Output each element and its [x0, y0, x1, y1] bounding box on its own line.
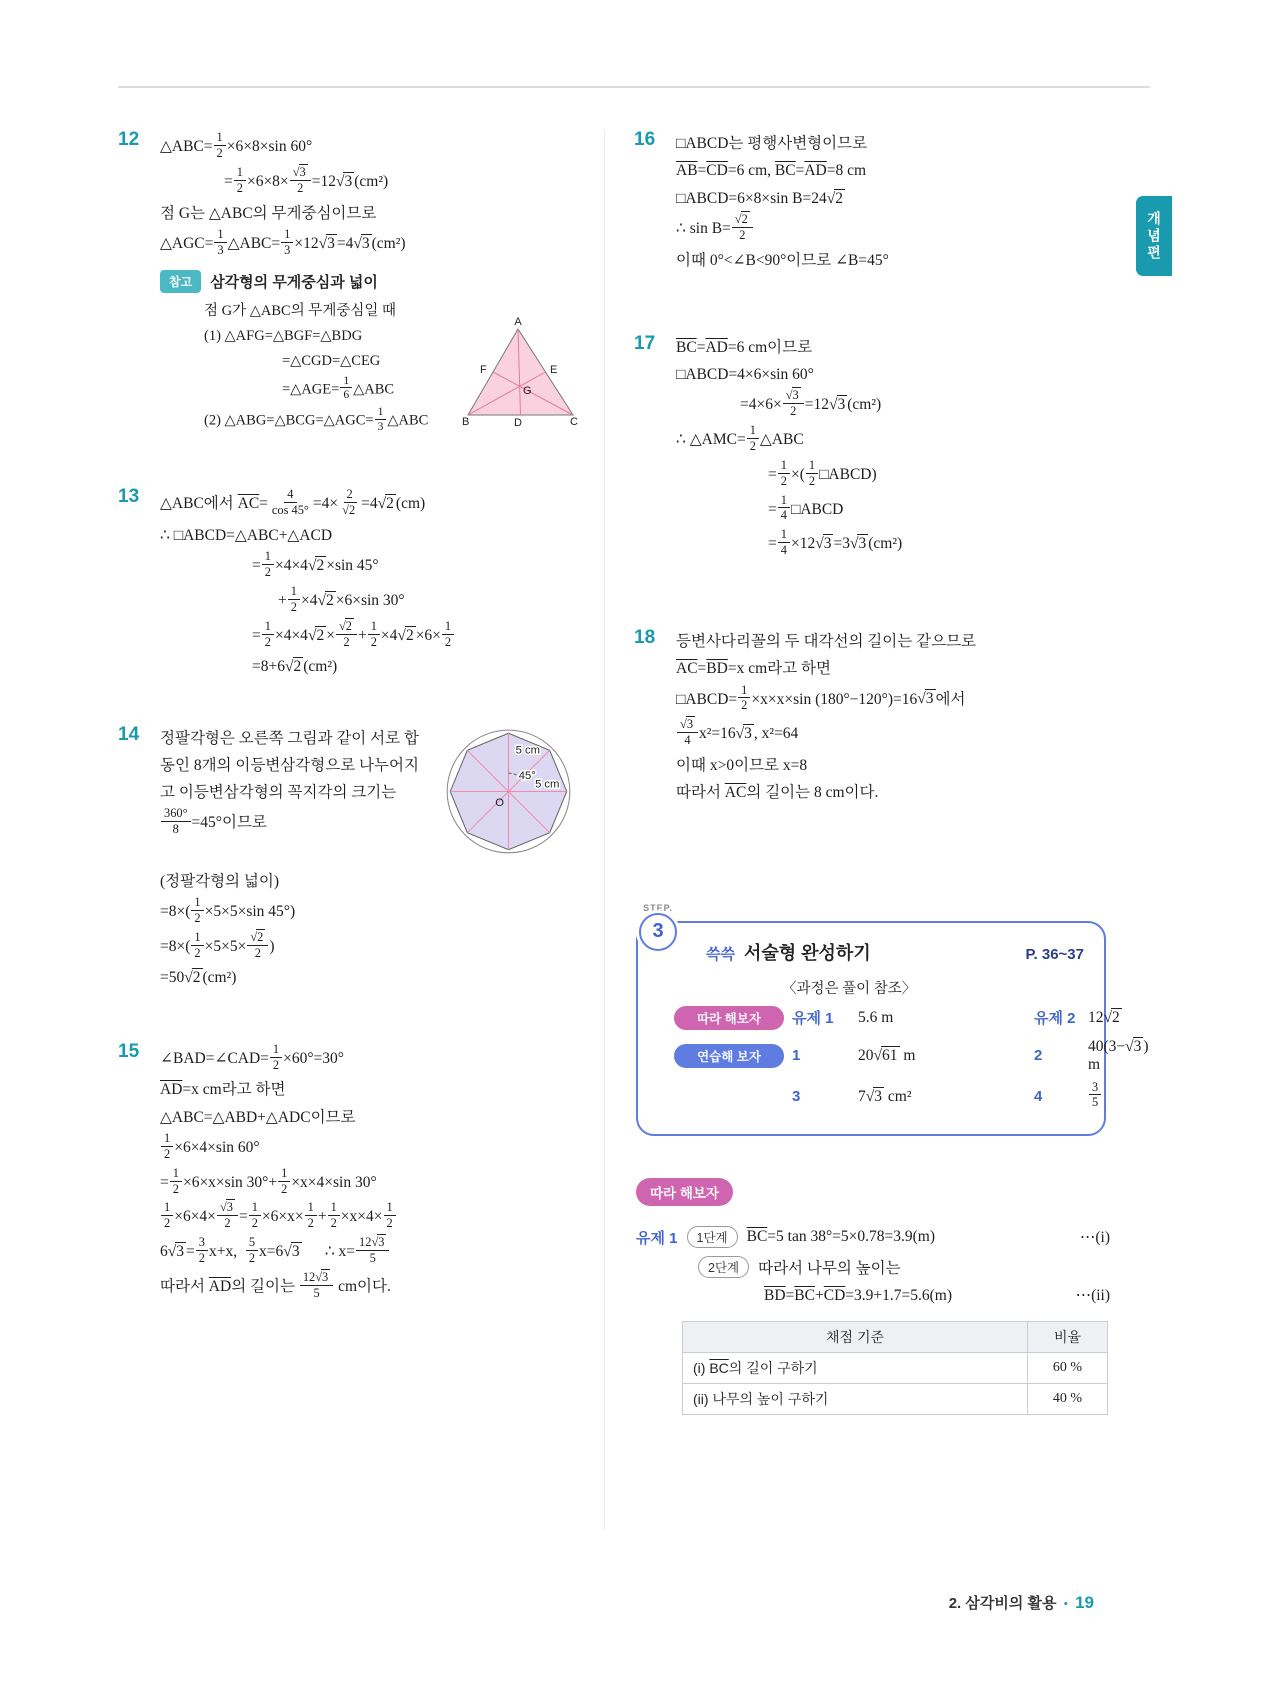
practice-badge: 연습해 보자: [674, 1044, 784, 1068]
page-number: 19: [1075, 1593, 1094, 1612]
solution-line: ∴ □ABCD=△ABC+△ACD: [160, 526, 333, 544]
solution-line: $\frac{1}{2}$ ×6×4×sin 60°: [160, 1133, 580, 1164]
solution-line: ∴ △AMC= $\frac{1}{2}$ △ABC: [676, 423, 804, 453]
solution-line: 따라서 $\overline{AC}$의 길이는 8 cm이다.: [676, 784, 879, 802]
solution-line: (2) △ABG=△BCG=△AGC= $\frac{1}{3}$ △ABC: [204, 405, 429, 434]
follow-step1-row: [636, 1226, 1110, 1248]
text-and-figure: [160, 723, 580, 866]
stage2-text: 따라서 나무의 높이는: [758, 1260, 901, 1278]
answer-label: 2: [1034, 1047, 1043, 1064]
solution-line: 점 G는 △ABC의 무게중심이므로: [160, 204, 377, 222]
solution-line: = $\frac{1}{2}$ ×6×x×sin 30°+ $\frac{1}{2}$ ×x×4×sin 30°: [160, 1165, 377, 1196]
answer-label: 유제 2: [1034, 1010, 1076, 1027]
problem-16: [634, 128, 1110, 276]
top-rule: [118, 86, 1150, 88]
exercise-label: 유제 1: [636, 1229, 678, 1247]
solution-lines: [160, 489, 580, 679]
solution-line: (1) △AFG=△BGF=△BDG: [204, 327, 363, 344]
answer-label: 1: [792, 1047, 801, 1064]
grading-table-row: [683, 1353, 1108, 1384]
solution-line: □ABCD=4×6×sin 60°: [676, 366, 814, 383]
problem-13: [118, 485, 580, 683]
step-number: 3: [639, 913, 677, 951]
solution-line: □ABCD= $\frac{1}{2}$ ×x×x×sin (180°−120°)=16√3 에서: [676, 682, 966, 713]
problem-body: [160, 485, 580, 683]
problem-number: 12: [118, 129, 140, 150]
problem-number: 18: [634, 627, 656, 648]
edition-tab: 개념편: [1136, 196, 1172, 276]
solution-line: $\frac{1}{2}$ ×6×4× $\frac{√3}{2}$ = $\frac{1}{2}$ ×6×x× $\frac{1}{2}$ + $\frac{1}{2}$ ×x×4× $\frac{1}{2}$: [160, 1202, 580, 1233]
answer-label: 3: [792, 1088, 801, 1106]
label-B: B: [462, 415, 470, 427]
solution-line: △ABC= $\frac{1}{2}$ ×6×8×sin 60°: [160, 130, 313, 160]
solution-lines: [160, 870, 580, 990]
stage2-marker: ⋯(ii): [1075, 1287, 1110, 1305]
centroid-triangle-figure: [458, 315, 580, 427]
grading-table-header-row: [683, 1322, 1108, 1353]
solution-line: □ABCD=6×8×sin B=24√2: [676, 189, 843, 207]
solution-line: 고 이등변삼각형의 꼭지각의 크기는: [160, 784, 397, 802]
right-column: [634, 128, 1153, 1415]
reference-body: [160, 301, 580, 437]
follow-step2-formula-row: [636, 1286, 1110, 1305]
solution-lines: [160, 132, 580, 260]
solution-line: + $\frac{1}{2}$ ×4√2 ×6×sin 30°: [278, 583, 405, 614]
step-lead: 쓱쓱: [706, 945, 735, 963]
solution-line: $\overline{AC}=\overline{BD}=x$ cm라고 하면: [676, 660, 831, 678]
step-mark: [630, 903, 686, 951]
solution-line: △ABC=△ABD+△ADC이므로: [160, 1108, 356, 1126]
criteria-header: 채점 기준: [683, 1322, 1028, 1353]
ratio-cell: 40 %: [1028, 1384, 1108, 1415]
grading-table: [682, 1321, 1108, 1415]
solution-line: 6√3 = $\frac{3}{2}$ x+x, $\frac{5}{2}$ x=6√3 ∴ x= $\frac{12√3}{5}$: [160, 1237, 580, 1268]
solution-line: 정팔각형은 오른쪽 그림과 같이 서로 합: [160, 729, 419, 747]
solution-line: =8+6√2 (cm²): [252, 658, 338, 676]
column-divider: [604, 130, 605, 1530]
stage1-badge: 1단계: [687, 1226, 738, 1248]
reference-badge: 참고: [160, 270, 201, 293]
reference-header: [160, 270, 580, 293]
reference-title: 삼각형의 무게중심과 넓이: [210, 273, 378, 291]
reference-box: [160, 270, 580, 437]
solution-line: 동인 8개의 이등변삼각형으로 나누어지: [160, 756, 419, 774]
step-page-ref: P. 36~37: [1025, 945, 1084, 963]
problem-14: [118, 723, 580, 994]
stage1-formula: $\overline{BC}=5$ tan 38°=5×0.78=3.9(m): [746, 1228, 936, 1246]
problem-body: [160, 128, 580, 439]
problem-body: [160, 1040, 580, 1307]
label-D: D: [514, 416, 522, 427]
follow-section-badge: 따라 해보자: [636, 1178, 733, 1206]
answer-value: 20√61 m: [858, 1046, 916, 1064]
answer-label: 4: [1034, 1088, 1043, 1106]
radius-label-1: 5 cm: [515, 744, 541, 757]
follow-badge: 따라 해보자: [674, 1006, 784, 1030]
problem-body: [160, 723, 580, 994]
stage1-marker: ⋯(i): [1079, 1228, 1110, 1246]
step-title: 서술형 완성하기: [743, 942, 871, 963]
stage2-badge: 2단계: [698, 1256, 749, 1278]
solution-line: = $\frac{1}{2}$ ×4×4√2 × $\frac{√2}{2}$ + $\frac{1}{2}$ ×4√2 ×6× $\frac{1}{2}$: [160, 621, 580, 652]
problem-number: 15: [118, 1040, 140, 1062]
answer-value: 40(3−√3 ) m: [1088, 1037, 1153, 1073]
answer-value: $\frac{3}{5}$: [1088, 1082, 1102, 1113]
solution-line: $\overline{AB}=\overline{CD}=6$ cm, $\overline{BC}=\overline{AD}=8$ cm: [676, 162, 867, 180]
problem-15: [118, 1040, 580, 1307]
footer-bullet: •: [1063, 1596, 1069, 1611]
solution-line: $\frac{360^\circ}{8}$ =45°이므로: [160, 808, 436, 839]
label-F: F: [480, 363, 487, 376]
problem-number: 13: [118, 486, 140, 508]
ratio-cell: 60 %: [1028, 1353, 1108, 1384]
answer-label: 유제 1: [792, 1010, 834, 1027]
problem-17: [634, 332, 1110, 564]
solution-lines: [676, 630, 1110, 805]
solution-lines: [676, 336, 1110, 560]
solution-line: (정팔각형의 넓이): [160, 872, 280, 890]
page-footer: [949, 1592, 1094, 1613]
answer-row: [664, 1037, 1153, 1074]
answer-value: 12√2: [1088, 1008, 1120, 1026]
chapter-title: 2. 삼각비의 활용: [948, 1595, 1057, 1612]
solution-line: =8×( $\frac{1}{2}$ ×5×5×sin 45°): [160, 894, 296, 925]
solution-lines: [160, 723, 436, 866]
solution-lines: [676, 132, 1110, 272]
solution-line: = $\frac{1}{4}$ ×12√3 =3√3 (cm²): [768, 527, 903, 558]
problem-number: 17: [634, 332, 656, 354]
step-label: STEP.: [643, 902, 673, 913]
left-column: [118, 128, 580, 1307]
stage2-formula: $\overline{BD}=\overline{BC}+\overline{CD}=3.9+1.7=5.6(m)$: [764, 1286, 953, 1304]
problem-12: [118, 128, 580, 439]
solution-line: =8×( $\frac{1}{2}$ ×5×5× $\frac{√2}{2}$ ): [160, 929, 275, 960]
problem-body: [676, 332, 1110, 564]
problem-number: 16: [634, 129, 656, 150]
solution-line: = $\frac{1}{4}$ □ABCD: [768, 492, 844, 523]
solution-line: = $\frac{1}{2}$ ×6×8× $\frac{√3}{2}$ =12√3 (cm²): [224, 164, 389, 195]
answer-value: 5.6 m: [858, 1008, 894, 1026]
solution-line: □ABCD는 평행사변형이므로: [676, 135, 868, 152]
solution-line: $\frac{√3}{4}$ x²=16√3 , x²=64: [676, 719, 1110, 750]
angle-label: 45°: [518, 769, 536, 782]
label-E: E: [550, 363, 558, 376]
grading-table-row: [683, 1384, 1108, 1415]
label-A: A: [514, 315, 522, 328]
solution-line: $\overline{BC}=\overline{AD}=6$ cm이므로: [676, 338, 813, 356]
step-header: [664, 939, 1084, 965]
solution-line: △ABC에서 $\overline{AC}=$ $\frac{4}{\cos 45^\circ}$ =4× $\frac{2}{√2}$ =4√2 (cm): [160, 487, 426, 517]
answer-row: [664, 1006, 1120, 1030]
radius-label-2: 5 cm: [535, 778, 560, 791]
solution-line: △AGC= $\frac{1}{3}$ △ABC= $\frac{1}{3}$ ×12√3 =4√3 (cm²): [160, 226, 406, 257]
solution-line: = $\frac{1}{2}$ ×( $\frac{1}{2}$ □ABCD): [768, 457, 877, 488]
solution-line: 점 G가 △ABC의 무게중심일 때: [204, 302, 396, 319]
problem-body: [676, 626, 1110, 809]
octagon-figure: [440, 723, 578, 861]
octagon-figure-wrap: [440, 723, 580, 866]
follow-step2-row: [636, 1256, 1110, 1278]
solution-line: 이때 0°<∠B<90°이므로 ∠B=45°: [676, 251, 889, 269]
solution-line: =△AGE= $\frac{1}{6}$ △ABC: [282, 373, 395, 402]
follow-along-section: [636, 1178, 1110, 1415]
solution-line: =4×6× $\frac{√3}{2}$ =12√3 (cm²): [740, 388, 882, 419]
ratio-header: 비율: [1028, 1322, 1108, 1353]
solution-line: =△CGD=△CEG: [282, 352, 381, 369]
solution-line: ∠BAD=∠CAD= $\frac{1}{2}$ ×60°=30°: [160, 1041, 345, 1072]
solution-lines: [160, 1041, 580, 1303]
problem-18: [634, 626, 1110, 809]
criteria-cell: (ii) 나무의 높이 구하기: [683, 1384, 1028, 1415]
answer-row: [664, 1079, 1099, 1113]
solution-line: ∴ sin B= $\frac{√2}{2}$: [676, 214, 1110, 245]
problem-body: [676, 128, 1110, 276]
label-G: G: [523, 384, 532, 397]
solution-line: 등변사다리꼴의 두 대각선의 길이는 같으므로: [676, 633, 976, 650]
problem-number: 14: [118, 723, 140, 745]
answer-value: 7√3 cm²: [858, 1087, 912, 1105]
label-C: C: [570, 415, 578, 427]
step3-answer-box: [636, 902, 1153, 1137]
solution-line: 이때 x>0이므로 x=8: [676, 757, 808, 774]
answers-note: 〈과정은 풀이 참조〉: [782, 980, 917, 997]
solution-line: = $\frac{1}{2}$ ×4×4√2 ×sin 45°: [252, 549, 379, 579]
solution-line: 따라서 $\overline{AD}$의 길이는 $\frac{12√3}{5}$ cm이다.: [160, 1269, 391, 1300]
center-label: O: [495, 796, 504, 809]
criteria-cell: (i) $\overline{BC}$의 길이 구하기: [683, 1353, 1028, 1384]
solution-line: $\overline{AD}=x$ cm라고 하면: [160, 1081, 286, 1099]
solution-line: =50√2 (cm²): [160, 969, 237, 987]
